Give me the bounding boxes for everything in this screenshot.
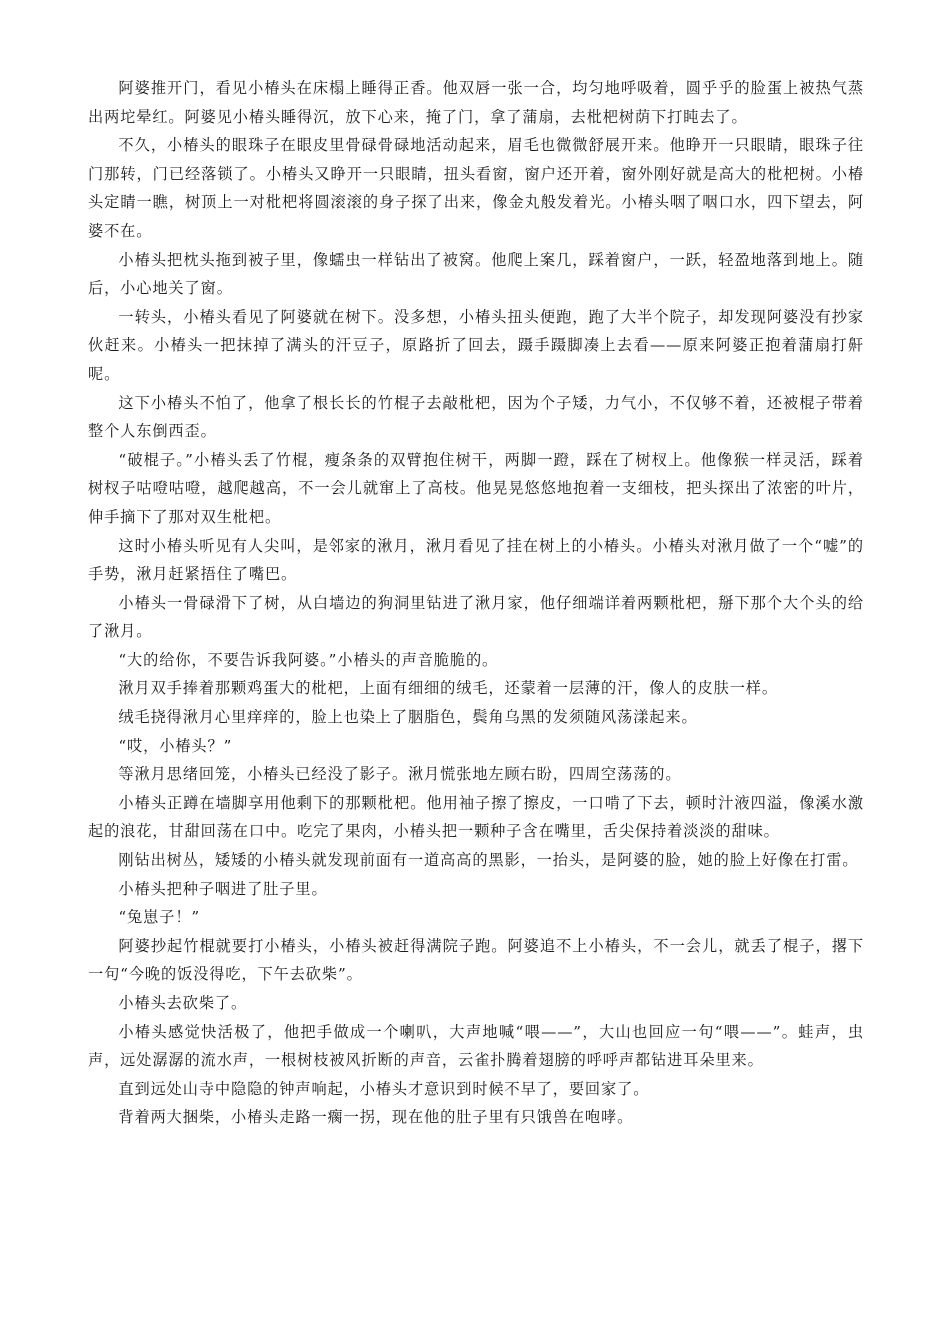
- paragraph: 阿婆抄起竹棍就要打小椿头，小椿头被赶得满院子跑。阿婆追不上小椿头，不一会儿，就丢了棍子，撂下一句“今晚的饭没得吃，下午去砍柴”。: [88, 936, 864, 984]
- paragraph: 刚钻出树丛，矮矮的小椿头就发现前面有一道高高的黑影，一抬头，是阿婆的脸，她的脸上好像在打雷。: [118, 851, 859, 870]
- paragraph: 这下小椿头不怕了，他拿了根长长的竹棍子去敲枇杷，因为个子矮，力气小，不仅够不着，还被棍子带着整个人东倒西歪。: [88, 393, 864, 441]
- paragraph: 等湫月思绪回笼，小椿头已经没了影子。湫月慌张地左顾右盼，四周空荡荡的。: [118, 765, 682, 784]
- paragraph: 小椿头把枕头拖到被子里，像蠕虫一样钻出了被窝。他爬上案几，踩着窗户，一跃，轻盈地落到地上。随后，小心地关了窗。: [88, 250, 864, 298]
- paragraph: 小椿头去砍柴了。: [118, 994, 248, 1012]
- paragraph: 小椿头正蹲在墙脚享用他剩下的那颗枇杷。他用袖子擦了擦皮，一口啃了下去，顿时汁液四溢，像溪水激起的浪花，甘甜回荡在口中。吃完了果肉，小椿头把一颗种子含在嘴里，舌尖保持着淡淡的甜味。: [88, 793, 864, 841]
- paragraph: 湫月双手捧着那颗鸡蛋大的枇杷，上面有细细的绒毛，还蒙着一层薄的汗，像人的皮肤一样。: [118, 679, 778, 698]
- paragraph: 小椿头一骨碌滑下了树，从白墙边的狗洞里钻进了湫月家，他仔细端详着两颗枇杷，掰下那个大个头的给了湫月。: [88, 593, 864, 641]
- paragraph: 一转头，小椿头看见了阿婆就在树下。没多想，小椿头扭头便跑，跑了大半个院子，却发现阿婆没有抄家伙赶来。小椿头一把抹掉了满头的汗豆子，原路折了回去，蹑手蹑脚凑上去看——原来阿婆正抱着蒲扇打鼾呢。: [88, 307, 864, 383]
- paragraph: 直到远处山寺中隐隐的钟声响起，小椿头才意识到时候不早了，要回家了。: [118, 1079, 650, 1098]
- paragraph: “哎，小椿头？”: [118, 736, 233, 755]
- story-text: [88, 74, 864, 1132]
- paragraph: “大的给你，不要告诉我阿婆。”小椿头的声音脆脆的。: [118, 650, 499, 669]
- paragraph: 这时小椿头听见有人尖叫，是邻家的湫月，湫月看见了挂在树上的小椿头。小椿头对湫月做了一个“嘘”的手势，湫月赶紧捂住了嘴巴。: [88, 536, 864, 584]
- paragraph: “兔崽子！”: [118, 908, 201, 927]
- paragraph: 绒毛挠得湫月心里痒痒的，脸上也染上了胭脂色，鬓角乌黑的发须随风荡漾起来。: [118, 708, 698, 727]
- paragraph: 不久，小椿头的眼珠子在眼皮里骨碌骨碌地活动起来，眉毛也微微舒展开来。他睁开一只眼睛，眼珠子往门那转，门已经落锁了。小椿头又睁开一只眼睛，扭头看窗，窗户还开着，窗外刚好就是高大的枇杷树。小椿头定睛一瞧，树顶上一对枇杷将圆滚滚的身子探了出来，像金丸般发着光。小椿头咽了咽口水，四下望去，阿婆不在。: [88, 136, 864, 240]
- paragraph: 背着两大捆柴，小椿头走路一瘸一拐，现在他的肚子里有只饿兽在咆哮。: [118, 1108, 634, 1127]
- paragraph: 小椿头把种子咽进了肚子里。: [118, 879, 328, 898]
- paragraph: 小椿头感觉快活极了，他把手做成一个喇叭，大声地喊“喂——”，大山也回应一句“喂——”。蛙声，虫声，远处潺潺的流水声，一根树枝被风折断的声音，云雀扑腾着翅膀的呼呼声都钻进耳朵里来。: [88, 1022, 864, 1070]
- paragraph: “破棍子。”小椿头丢了竹棍，瘦条条的双臂抱住树干，两脚一蹬，踩在了树杈上。他像猴一样灵活，踩着树杈子咕噔咕噔，越爬越高，不一会儿就窜上了高枝。他晃晃悠悠地抱着一支细枝，把头探出了浓密的叶片，伸手摘下了那对双生枇杷。: [88, 450, 864, 526]
- paragraph: 阿婆推开门，看见小椿头在床榻上睡得正香。他双唇一张一合，均匀地呼吸着，圆乎乎的脸蛋上被热气蒸出两坨晕红。阿婆见小椿头睡得沉，放下心来，掩了门，拿了蒲扇，去枇杷树荫下打盹去了。: [88, 79, 864, 126]
